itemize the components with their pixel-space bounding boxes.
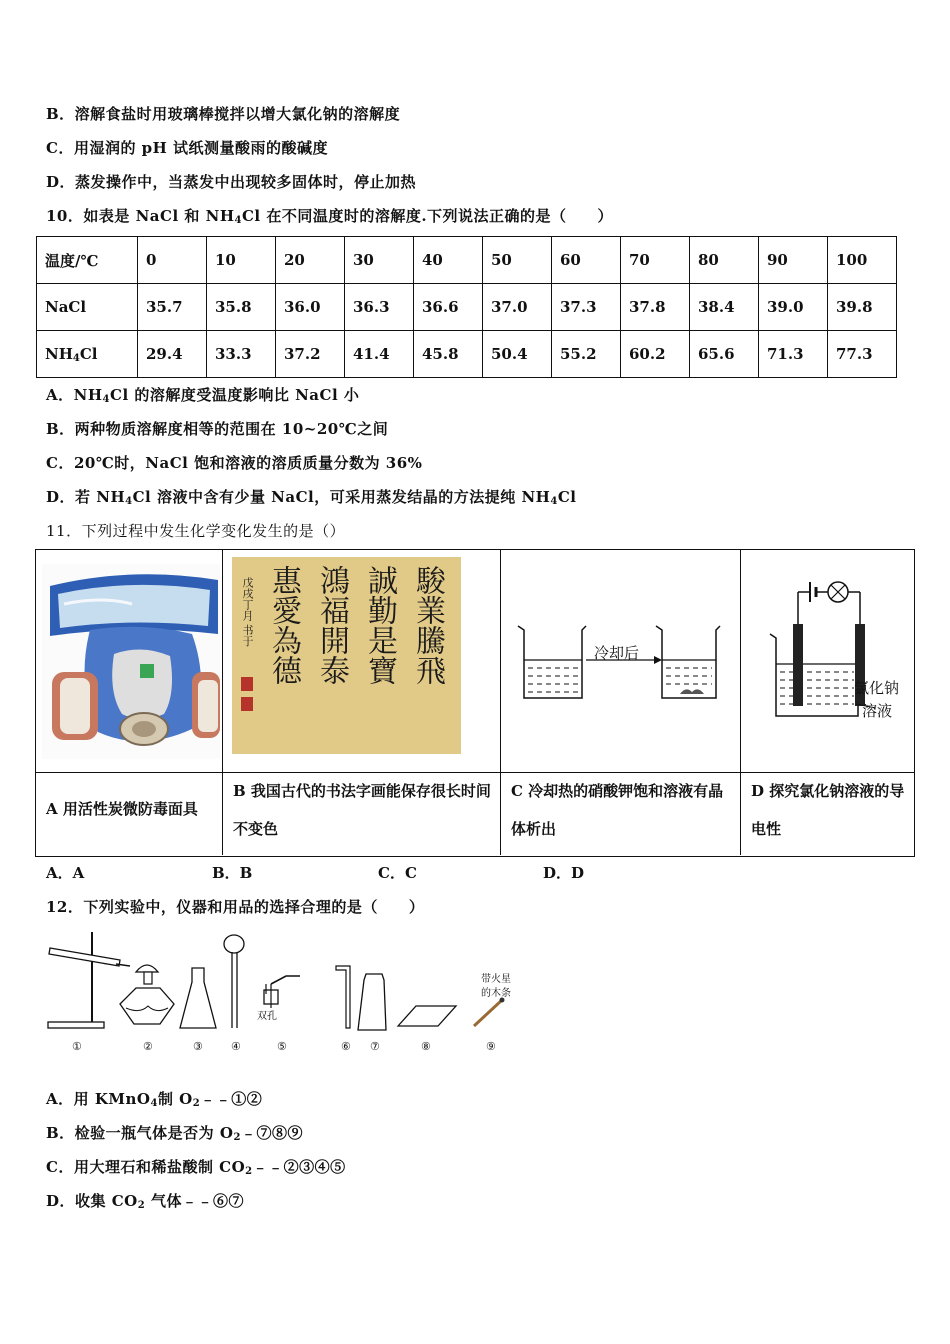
q11-stem: 11．下列过程中发生化学变化发生的是（） — [46, 522, 346, 540]
q11-option-c: C．C — [378, 864, 417, 882]
calligraphy-image — [232, 557, 461, 754]
calligraphy-column: 駿業騰飛 — [410, 565, 445, 685]
splint-label-line2: 的木条 — [481, 988, 511, 999]
solution-label-line2: 溶液 — [862, 702, 893, 720]
q12-option-b: B．检验一瓶气体是否为 $O_2﹣⑦⑧⑨$ — [46, 1124, 303, 1143]
table-cell: 37.2 — [276, 331, 345, 378]
table-cell: 10 — [207, 237, 276, 284]
seal-stamp — [241, 697, 253, 711]
table-cell: 55.2 — [552, 331, 621, 378]
table-cell: NaCl — [37, 284, 138, 331]
table-cell: 90 — [759, 237, 828, 284]
solubility-table — [36, 236, 897, 378]
q9-option-b: B．溶解食盐时用玻璃棒搅拌以增大氯化钠的溶解度 — [46, 105, 401, 123]
table-cell: 36.3 — [345, 284, 414, 331]
q11-caption-d: D 探究氯化钠溶液的导电性 — [751, 782, 905, 838]
table-row — [37, 331, 897, 378]
table-cell: 36.0 — [276, 284, 345, 331]
table-cell: 37.3 — [552, 284, 621, 331]
table-cell: 29.4 — [138, 331, 207, 378]
calligraphy-column: 惠愛為德 — [266, 565, 301, 685]
q12-stem: 12．下列实验中，仪器和用品的选择合理的是（ ） — [46, 898, 425, 916]
table-cell: 41.4 — [345, 331, 414, 378]
apparatus-number: ④ — [231, 1040, 241, 1053]
q11-image-grid — [35, 549, 915, 857]
table-cell: 40 — [414, 237, 483, 284]
table-cell: 30 — [345, 237, 414, 284]
table-cell: 71.3 — [759, 331, 828, 378]
table-cell: 39.8 — [828, 284, 897, 331]
seal-stamp — [241, 677, 253, 691]
table-cell: 80 — [690, 237, 759, 284]
q12-option-c: C．用大理石和稀盐酸制 $CO_2﹣﹣②③④⑤$ — [46, 1158, 346, 1177]
q10-option-d: D．若 $NH_4Cl$ 溶液中含有少量 NaCl，可采用蒸发结晶的方法提纯 $NH_4Cl$ — [46, 488, 577, 507]
table-cell: 50.4 — [483, 331, 552, 378]
apparatus-number: ⑨ — [486, 1040, 496, 1053]
table-cell: 35.7 — [138, 284, 207, 331]
calligraphy-inscription: 戊戌丁月 书于 — [241, 577, 254, 647]
q9-option-d: D．蒸发操作中，当蒸发中出现较多固体时，停止加热 — [46, 173, 417, 191]
apparatus-number: ① — [72, 1040, 82, 1053]
table-cell: 38.4 — [690, 284, 759, 331]
table-cell: 37.0 — [483, 284, 552, 331]
q9-option-c: C．用湿润的 pH 试纸测量酸雨的酸碱度 — [46, 139, 329, 157]
table-row — [37, 237, 897, 284]
table-cell: 0 — [138, 237, 207, 284]
solution-label-line1: 氯化钠 — [854, 679, 900, 697]
table-cell: 20 — [276, 237, 345, 284]
table-cell: 35.8 — [207, 284, 276, 331]
table-cell: 50 — [483, 237, 552, 284]
table-cell: 100 — [828, 237, 897, 284]
q11-option-a: A．A — [46, 864, 85, 882]
table-cell: 77.3 — [828, 331, 897, 378]
cooling-label: 冷却后 — [594, 644, 640, 662]
splint-label-line1: 带火星 — [481, 974, 511, 985]
table-cell: 36.6 — [414, 284, 483, 331]
table-row — [37, 284, 897, 331]
apparatus-number: ⑤ — [277, 1040, 287, 1053]
table-cell: 温度/℃ — [37, 237, 138, 284]
apparatus-number: ⑧ — [421, 1040, 431, 1053]
table-cell: 37.8 — [621, 284, 690, 331]
apparatus-number: ⑥ — [341, 1040, 351, 1053]
apparatus-number: ③ — [193, 1040, 203, 1053]
q10-stem: 10．如表是 NaCl 和 $NH_4Cl$ 在不同温度时的溶解度.下列说法正确的是（ ） — [46, 207, 614, 226]
q12-option-d: D．收集 $CO_2$ 气体﹣﹣⑥⑦ — [46, 1192, 244, 1211]
calligraphy-column: 鴻福開泰 — [314, 565, 349, 685]
apparatus-numbers — [0, 1040, 520, 1056]
q11-caption-b: B 我国古代的书法字画能保存很长时间不变色 — [233, 782, 491, 838]
q11-caption-a: A 用活性炭微防毒面具 — [46, 800, 198, 818]
q10-option-a: A．$NH_4Cl$ 的溶解度受温度影响比 NaCl 小 — [46, 386, 360, 405]
table-cell: 45.8 — [414, 331, 483, 378]
table-cell: 65.6 — [690, 331, 759, 378]
apparatus-number: ⑦ — [370, 1040, 380, 1053]
q11-option-b: B．B — [212, 864, 253, 882]
apparatus-number: ② — [143, 1040, 153, 1053]
gas-mask-image — [42, 564, 220, 759]
q11-option-d: D．D — [543, 864, 585, 882]
q11-caption-c: C 冷却热的硝酸钾饱和溶液有晶体析出 — [511, 782, 724, 838]
table-cell: 60.2 — [621, 331, 690, 378]
table-cell: 60 — [552, 237, 621, 284]
q12-option-a: A．用 KMnO$_4$制 $O_2﹣﹣①②$ — [46, 1090, 263, 1109]
calligraphy-column: 誠勤是寶 — [362, 565, 397, 685]
q10-option-b: B．两种物质溶解度相等的范围在 10~20℃之间 — [46, 420, 389, 438]
conductivity-circuit-diagram — [766, 576, 876, 726]
table-cell: $NH_4Cl$ — [37, 331, 138, 378]
lab-apparatus-diagram — [40, 928, 530, 1038]
q10-option-c: C．20℃时，NaCl 饱和溶液的溶质质量分数为 36% — [46, 454, 423, 472]
double-hole-label: 双孔 — [257, 1011, 277, 1022]
table-cell: 70 — [621, 237, 690, 284]
table-cell: 33.3 — [207, 331, 276, 378]
table-cell: 39.0 — [759, 284, 828, 331]
